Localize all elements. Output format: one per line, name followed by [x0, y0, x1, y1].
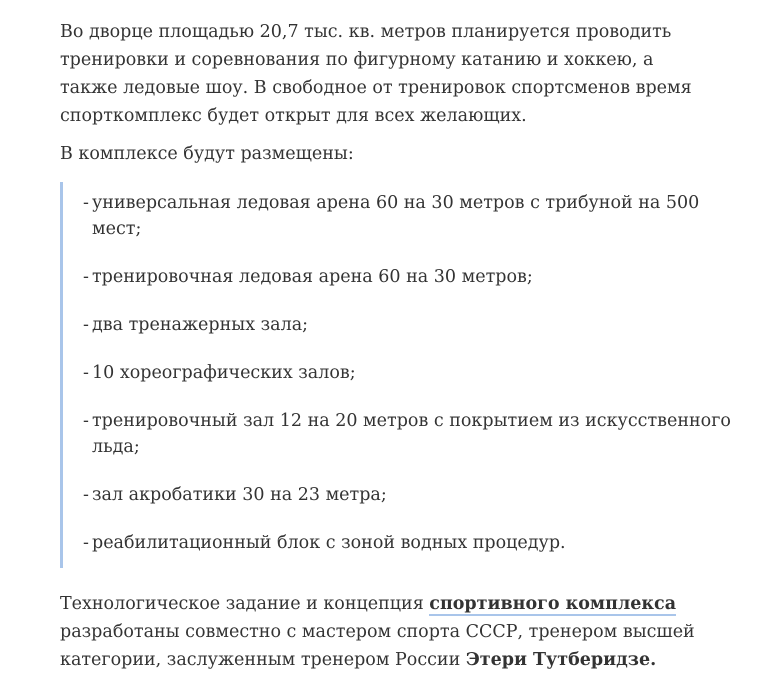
list-item [83, 312, 743, 338]
list-item [83, 264, 743, 290]
list-dash: - [83, 485, 89, 505]
list-dash: - [83, 267, 89, 287]
list-dash: - [83, 411, 89, 431]
list-item [83, 408, 743, 460]
conclusion-text-start: Технологическое задание и концепция [60, 594, 430, 614]
list-intro-paragraph: В комплексе будут размещены: [60, 144, 354, 164]
conclusion-text-middle: разработаны совместно с мастером спорта СССР, тренером высшей категории, заслуженным тренером России [60, 622, 695, 670]
coach-name: Этери Тутберидзе. [465, 650, 657, 670]
list-dash: - [83, 533, 89, 553]
list-item-text: зал акробатики 30 на 23 метра; [92, 485, 387, 505]
list-item-text: 10 хореографических залов; [92, 363, 356, 383]
list-item [83, 530, 743, 556]
article-body [60, 18, 750, 674]
list-item-text: реабилитационный блок с зоной водных процедур. [92, 533, 566, 553]
list-item-text: тренировочный зал 12 на 20 метров с покрытием из искусственного льда; [92, 411, 731, 457]
list-item-text: два тренажерных зала; [92, 315, 309, 335]
list-dash: - [83, 193, 89, 213]
list-item [83, 190, 743, 242]
list-item-text: универсальная ледовая арена 60 на 30 метров с трибуной на 500 мест; [92, 193, 700, 239]
list-dash: - [83, 315, 89, 335]
list-item [83, 482, 743, 508]
conclusion-paragraph [60, 590, 700, 674]
list-dash: - [83, 363, 89, 383]
facilities-blockquote [60, 182, 743, 568]
sports-complex-link[interactable]: спортивного комплекса [429, 594, 677, 614]
intro-paragraph: Во дворце площадью 20,7 тыс. кв. метров планируется проводить тренировки и соревнования по фигурному катанию и хоккею, а также ледовые шоу. В свободное от тренировок спортсменов время спорткомплекс будет открыт для всех желающих. [60, 22, 692, 126]
list-item-text: тренировочная ледовая арена 60 на 30 метров; [92, 267, 533, 287]
list-item [83, 360, 743, 386]
